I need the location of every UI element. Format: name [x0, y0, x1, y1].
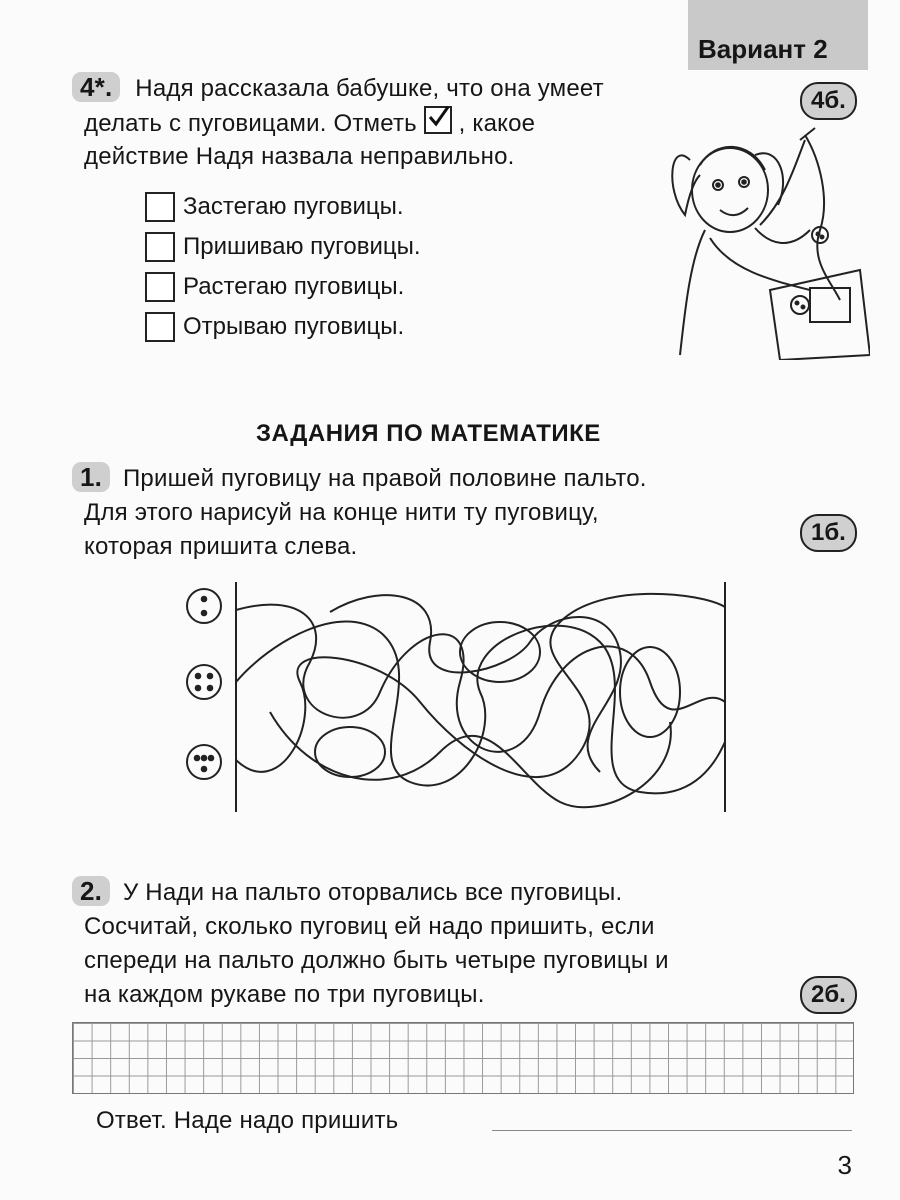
- checkbox-option-1[interactable]: [145, 192, 175, 222]
- task2-line1: [72, 876, 622, 909]
- task1-text-line1: Пришей пуговицу на правой половине пальто.: [122, 465, 647, 492]
- task4-text-line2b: , какое: [458, 110, 536, 137]
- checkbox-option-3[interactable]: [145, 272, 175, 302]
- task1-points-badge: 1б.: [800, 514, 857, 552]
- task2-number: 2.: [72, 876, 110, 906]
- task4-points-badge: 4б.: [800, 82, 857, 120]
- task2-line2: Сосчитай, сколько пуговиц ей надо пришить, если: [84, 913, 655, 940]
- option-3-label: Растегаю пуговицы.: [183, 273, 405, 300]
- variant-label: Вариант 2: [698, 34, 828, 64]
- option-1-label: Застегаю пуговицы.: [183, 193, 404, 220]
- option-2[interactable]: [145, 232, 421, 262]
- task1-number: 1.: [72, 462, 110, 492]
- option-1[interactable]: [145, 192, 404, 222]
- answer-label: Ответ. Наде надо пришить: [96, 1107, 399, 1134]
- checkbox-option-2[interactable]: [145, 232, 175, 262]
- task2-points-badge: 2б.: [800, 976, 857, 1014]
- work-grid[interactable]: [72, 1022, 854, 1094]
- task4-text-line2a: делать с пуговицами. Отметь: [84, 110, 417, 137]
- task4-line3: действие Надя назвала неправильно.: [84, 143, 515, 170]
- variant-header: [688, 0, 868, 70]
- option-4-label: Отрываю пуговицы.: [183, 313, 405, 340]
- task4-line2: [84, 106, 535, 140]
- thread-tangle-puzzle: [180, 582, 740, 822]
- task4-line1: [72, 72, 604, 105]
- task2-text-line1: У Нади на пальто оторвались все пуговицы.: [122, 879, 623, 906]
- task1-line1: [72, 462, 647, 495]
- task1-line3: которая пришита слева.: [84, 533, 358, 560]
- page-number: 3: [837, 1150, 852, 1180]
- checkbox-option-4[interactable]: [145, 312, 175, 342]
- math-heading: ЗАДАНИЯ ПО МАТЕМАТИКЕ: [256, 420, 601, 447]
- task2-line3: спереди на пальто должно быть четыре пуговицы и: [84, 947, 669, 974]
- check-mark-icon: [424, 106, 452, 134]
- option-3[interactable]: [145, 272, 404, 302]
- girl-sewing-illustration: [660, 120, 870, 360]
- task2-line4: на каждом рукаве по три пуговицы.: [84, 981, 485, 1008]
- task4-number: 4*.: [72, 72, 120, 102]
- task1-line2: Для этого нарисуй на конце нити ту пуговицу,: [84, 499, 599, 526]
- answer-input-line[interactable]: [492, 1130, 852, 1131]
- option-4[interactable]: [145, 312, 404, 342]
- option-2-label: Пришиваю пуговицы.: [183, 233, 421, 260]
- task4-text-line1: Надя рассказала бабушке, что она умеет: [135, 75, 604, 102]
